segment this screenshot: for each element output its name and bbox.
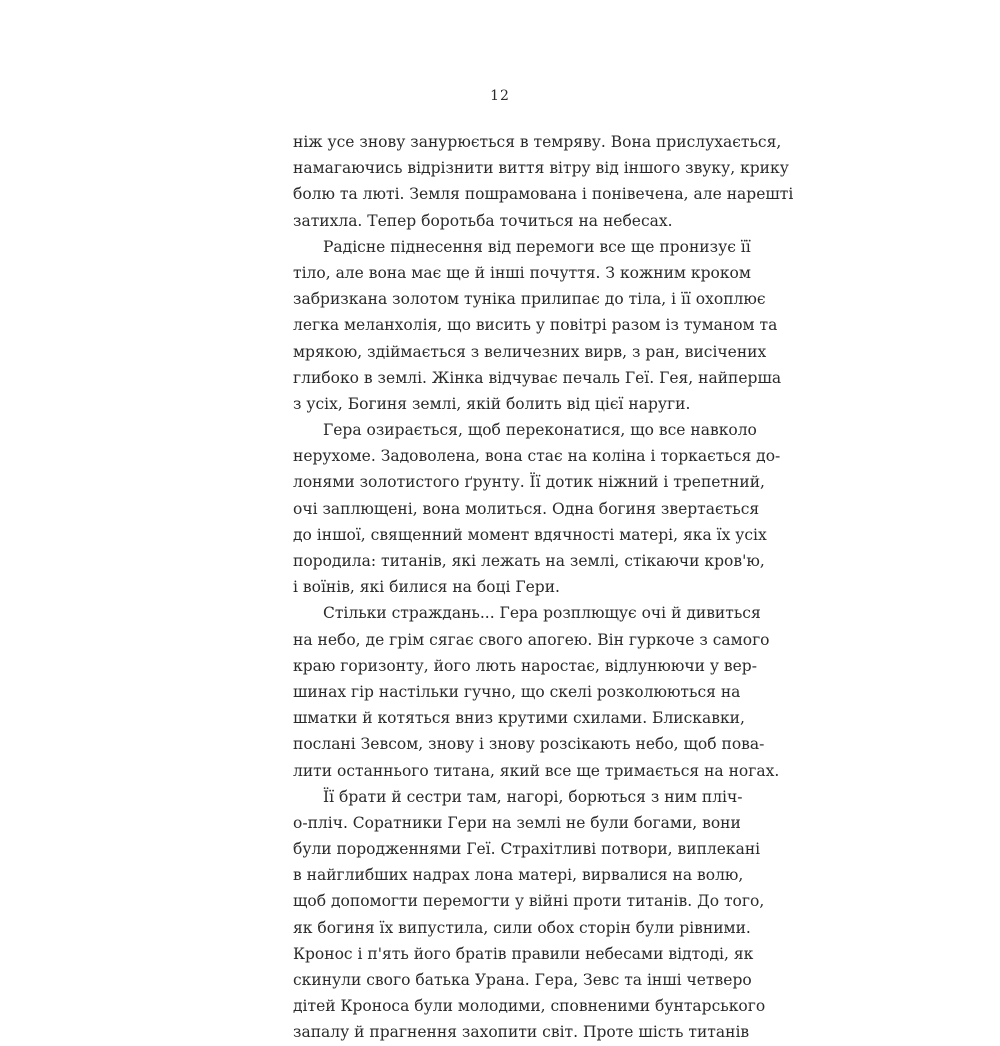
text-line: дітей Кроноса були молодими, сповненими бунтарського [293, 997, 766, 1016]
text-line: глибоко в землі. Жінка відчуває печаль Геї. Гея, найперша [293, 368, 782, 387]
text-line: як богиня їх випустила, сили обох сторін були рівними. [293, 918, 751, 937]
text-line: з усіх, Богиня землі, якій болить від цієї наруги. [293, 394, 691, 413]
text-line: породила: титанів, які лежать на землі, стікаючи кров'ю, [293, 552, 765, 570]
text-line: шматки й котяться вниз крутими схилами. Блискавки, [293, 709, 745, 728]
text-line: на небо, де грім сягає свого апогею. Він гуркоче з самого [293, 630, 770, 649]
body-text [293, 129, 794, 1046]
text-line: Гера озирається, щоб переконатися, що все навколо [323, 421, 757, 440]
text-line: о-пліч. Соратники Гери на землі не були богами, вони [293, 813, 741, 832]
text-line: Її брати й сестри там, нагорі, борються з ним пліч- [323, 787, 743, 806]
text-line: Радісне піднесення від перемоги все ще пронизує її [323, 237, 751, 256]
text-line: були породженнями Геї. Страхітливі потвори, виплекані [293, 840, 761, 859]
text-line: тіло, але вона має ще й інші почуття. З кожним кроком [293, 263, 751, 282]
text-line: мрякою, здіймається з величезних вирв, з ран, висічених [293, 342, 767, 361]
text-line: і воїнів, які билися на боці Гери. [293, 578, 560, 597]
text-line: затихла. Тепер боротьба точиться на небесах. [293, 211, 673, 230]
text-line: Кронос і п'ять його братів правили небесами відтоді, як [293, 944, 754, 963]
text-line: легка меланхолія, що висить у повітрі разом із туманом та [293, 316, 778, 335]
text-line: лонями золотистого ґрунту. Її дотик ніжний і трепетний, [293, 473, 765, 492]
text-line: до іншої, священний момент вдячності матері, яка їх усіх [293, 525, 767, 544]
text-line: забризкана золотом туніка прилипає до тіла, і її охоплює [293, 290, 766, 309]
text-line: в найглибших надрах лона матері, вирвалися на волю, [293, 866, 744, 885]
text-line: краю горизонту, його лють наростає, відлунюючи у вер- [293, 656, 757, 675]
text-line: запалу й прагнення захопити світ. Проте шість титанів [293, 1023, 750, 1042]
text-line: щоб допомогти перемогти у війні проти титанів. До того, [293, 892, 765, 911]
text-line: болю та люті. Земля пошрамована і понівечена, але нарешті [293, 185, 794, 204]
text-line: Стільки страждань... Гера розплющує очі й дивиться [323, 604, 761, 623]
text-line: ніж усе знову занурюється в темряву. Вона прислухається, [293, 133, 782, 151]
text-line: послані Зевсом, знову і знову розсікають небо, щоб пова- [293, 735, 765, 754]
page-number: 12 [490, 88, 510, 104]
text-line: скинули свого батька Урана. Гера, Зевс та інші четверо [293, 971, 752, 989]
text-line: лити останнього титана, який все ще тримається на ногах. [293, 761, 780, 780]
text-line: шинах гір настільки гучно, що скелі розколюються на [293, 682, 741, 701]
text-line: намагаючись відрізнити виття вітру від іншого звуку, крику [293, 159, 789, 178]
text-line: очі заплющені, вона молиться. Одна богиня звертається [293, 499, 760, 518]
text-line: нерухоме. Задоволена, вона стає на коліна і торкається до- [293, 447, 781, 466]
